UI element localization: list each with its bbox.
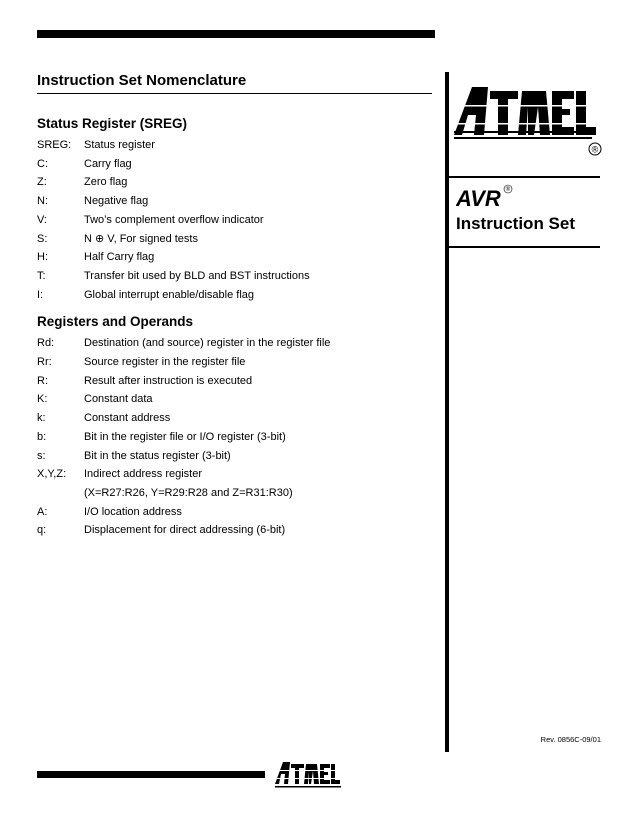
section-heading-registers: Registers and Operands — [37, 314, 194, 330]
avr-wordmark: AVR — [456, 186, 501, 210]
definition: Constant address — [84, 412, 171, 425]
term: q: — [37, 524, 47, 537]
term: S: — [37, 232, 48, 245]
list-item — [37, 372, 432, 391]
list-item — [37, 267, 432, 286]
definition: Bit in the register file or I/O register (3-bit) — [84, 430, 286, 443]
avr-registered-mark: ® — [505, 187, 511, 194]
term: Z: — [37, 176, 47, 189]
term: V: — [37, 213, 47, 226]
term: Rr: — [37, 356, 52, 369]
list-item — [37, 155, 432, 174]
definition: Destination (and source) register in the register file — [84, 337, 331, 350]
definition: Status register — [84, 139, 155, 151]
list-item — [37, 248, 432, 267]
list-item — [37, 447, 432, 466]
list-item — [37, 428, 432, 447]
term: b: — [37, 430, 47, 443]
definition: Indirect address register — [84, 468, 202, 481]
page-title: Instruction Set Nomenclature — [37, 72, 432, 94]
term: I: — [37, 288, 44, 301]
revision-label: Rev. 0856C-09/01 — [540, 735, 601, 744]
sidebar-divider — [445, 72, 449, 752]
list-item — [37, 286, 432, 305]
list-item — [37, 173, 432, 192]
list-item — [37, 334, 432, 353]
sidebar-rule-bottom — [449, 246, 600, 248]
term: R: — [37, 374, 48, 387]
list-item — [37, 353, 432, 372]
list-item — [37, 192, 432, 211]
list-item — [37, 136, 432, 155]
definition: Displacement for direct addressing (6-bit) — [84, 524, 286, 537]
definition: Carry flag — [84, 157, 132, 170]
term: Rd: — [37, 337, 55, 350]
definition: Global interrupt enable/disable flag — [84, 288, 255, 301]
bottom-rule — [37, 771, 265, 778]
section-heading-sreg: Status Register (SREG) — [37, 116, 188, 131]
list-item — [37, 211, 432, 230]
definition: Two’s complement overflow indicator — [84, 213, 264, 226]
definition: (X=R27:R26, Y=R29:R28 and Z=R31:R30) — [84, 486, 293, 499]
definition: Half Carry flag — [84, 251, 155, 264]
definition: Constant data — [84, 393, 153, 406]
sidebar-title: Instruction Set — [456, 214, 576, 233]
list-item — [37, 503, 432, 522]
definition: N ⊕ V, For signed tests — [84, 232, 198, 245]
definition: Zero flag — [84, 176, 128, 189]
footer-atmel-logo — [275, 760, 341, 792]
list-item — [37, 230, 432, 249]
list-item — [37, 521, 432, 540]
term: SREG: — [37, 139, 72, 151]
main-content — [37, 72, 432, 540]
definition: Source register in the register file — [84, 356, 246, 369]
list-item — [37, 409, 432, 428]
atmel-logo — [454, 85, 604, 157]
registers-list — [37, 334, 432, 540]
list-item — [37, 465, 432, 484]
term: s: — [37, 449, 46, 462]
top-rule — [37, 30, 435, 38]
definition: Result after instruction is executed — [84, 374, 253, 387]
term: C: — [37, 157, 48, 170]
definition: Negative flag — [84, 195, 149, 208]
term: X,Y,Z: — [37, 468, 67, 481]
list-item — [37, 484, 432, 503]
sreg-list — [37, 136, 432, 304]
term: A: — [37, 505, 48, 518]
term: k: — [37, 412, 46, 425]
sidebar-rule-top — [449, 176, 600, 178]
definition: I/O location address — [84, 505, 182, 518]
avr-logo — [456, 184, 516, 210]
registered-mark: ® — [591, 144, 599, 155]
term: H: — [37, 251, 48, 264]
list-item — [37, 390, 432, 409]
term — [37, 484, 84, 503]
definition: Transfer bit used by BLD and BST instructions — [84, 269, 310, 282]
term: T: — [37, 269, 46, 282]
term: N: — [37, 195, 48, 208]
term: K: — [37, 393, 48, 406]
definition: Bit in the status register (3-bit) — [84, 449, 231, 462]
